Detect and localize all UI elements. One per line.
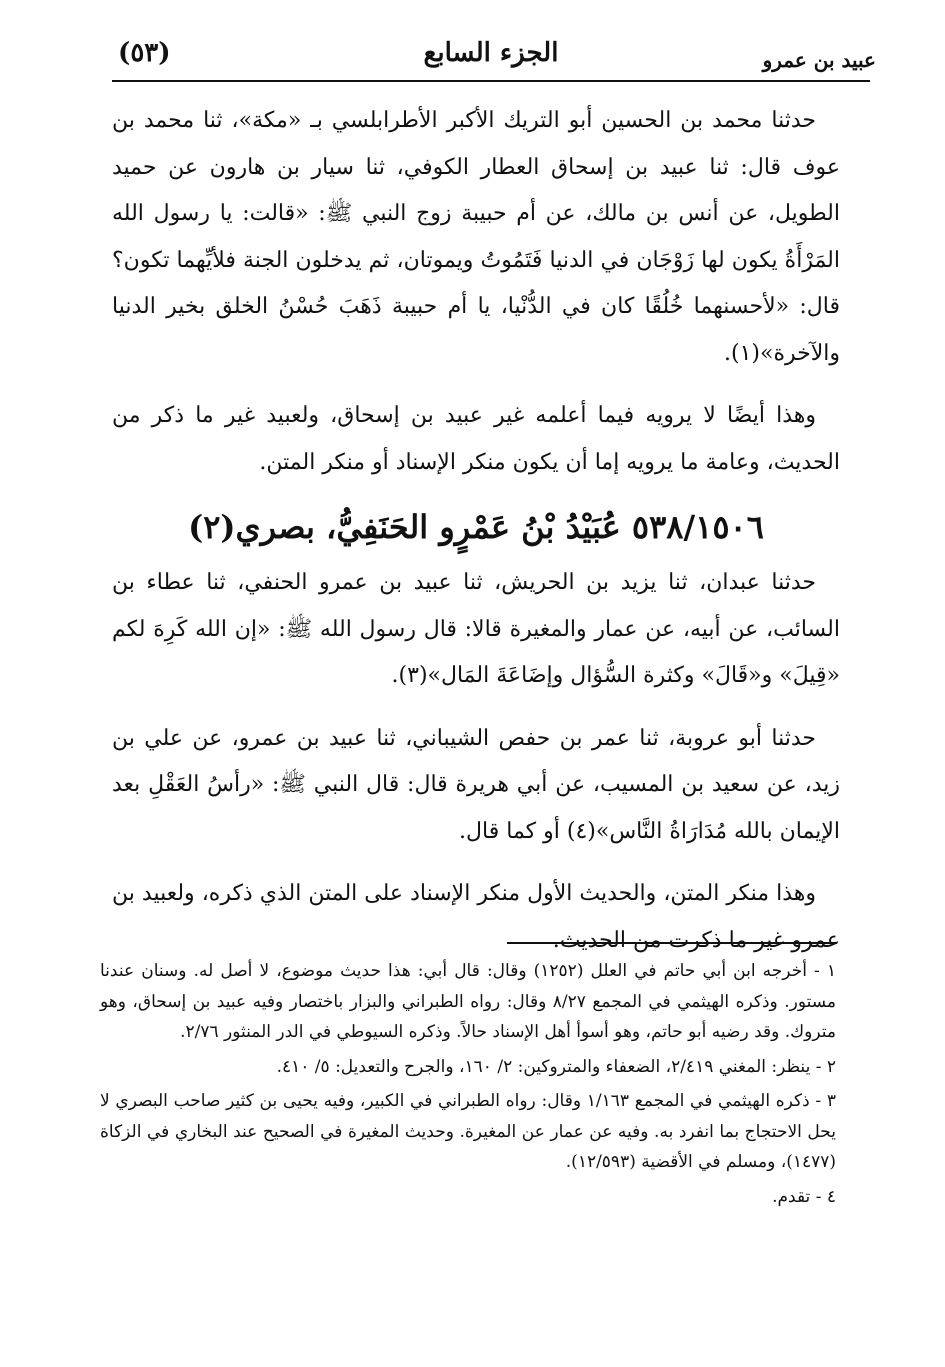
footnote-1: ١ - أخرجه ابن أبي حاتم في العلل (١٢٥٢) وقال: قال أبي: هذا حديث موضوع، لا أصل له. وسنان عندنا مستور. وذكره الهيثمي في المجمع ٨/٢٧ وقال: رواه الطبراني والبزار باختصار وفيه عبيد بن إسحاق، وهو متروك. وقد رضيه أبو حاتم، وهو أسوأ أهل الإسناد حالاً. وذكره السيوطي في الدر المنثور ٢/٧٦.: [100, 961, 836, 1042]
paragraph-3: حدثنا عبدان، ثنا يزيد بن الحريش، ثنا عبيد بن عمرو الحنفي، ثنا عطاء بن السائب، عن أبيه، عن عمار والمغيرة قالا: قال رسول الله ﷺ: «إن الله كَرِهَ لكم «قِيلَ» و«قَالَ» وكثرة السُّؤال وإضَاعَةَ المَال»(٣).: [112, 570, 840, 688]
footnote-3: ٣ - ذكره الهيثمي في المجمع ١/١٦٣ وقال: رواه الطبراني في الكبير، وفيه يحيى بن كثير صاحب البصري لا يحل الاحتجاج بما انفرد به. وفيه عن عمار عن المغيرة. وحديث المغيرة في الصحيح عند البخاري في الزكاة (١٤٧٧)، ومسلم في الأقضية (١٢/٥٩٣).: [100, 1091, 836, 1172]
footnote-separator: [507, 942, 837, 944]
running-head-title: الجزء السابع: [423, 38, 559, 68]
paragraph-1: حدثنا محمد بن الحسين أبو التريك الأكبر الأطرابلسي بـ «مكة»، ثنا محمد بن عوف قال: ثنا عبيد بن إسحاق العطار الكوفي، ثنا سيار بن هارون عن حميد الطويل، عن أنس بن مالك، عن أم حبيبة زوج النبي ﷺ: «قالت: يا رسول الله المَرْأَةُ يكون لها زَوْجَان في الدنيا فَتَمُوتُ ويموتان، ثم يدخلون الجنة فلأيِّهما تكون؟ قال: «لأحسنهما خُلُقًا كان في الدُّنْيا، يا أم حبيبة ذَهَبَ حُسْنُ الخلق بخير الدنيا والآخرة»(١).: [112, 108, 840, 366]
paragraph-5: وهذا منكر المتن، والحديث الأول منكر الإسناد على المتن الذي ذكره، ولعبيد بن عمرو غير ما ذكرت من الحديث.: [112, 881, 840, 953]
main-text: [112, 98, 840, 980]
footnote-2: ٢ - ينظر: المغني ٢/٤١٩، الضعفاء والمتروكين: ٢/ ١٦٠، والجرح والتعديل: ٥/ ٤١٠.: [276, 1056, 836, 1077]
paragraph-2: وهذا أيضًا لا يرويه فيما أعلمه غير عبيد بن إسحاق، ولعبيد غير ما ذكر من الحديث، وعامة ما يرويه إما أن يكون منكر الإسناد أو منكر المتن.: [112, 403, 840, 475]
page-header: [112, 30, 876, 82]
page-number: (٥٣): [118, 38, 171, 68]
paragraph-4: حدثنا أبو عروبة، ثنا عمر بن حفص الشيباني، ثنا عبيد بن عمرو، عن علي بن زيد، عن سعيد بن المسيب، عن أبي هريرة قال: قال النبي ﷺ: «رأسُ العَقْلِ بعد الإيمان بالله مُدَارَاةُ النَّاس»(٤) أو كما قال.: [112, 725, 840, 844]
entry-heading: ٥٣٨/١٥٠٦ عُبَيْدُ بْنُ عَمْرٍو الحَنَفِيُّ، بصري(٢): [188, 508, 764, 546]
footnote-4: ٤ - تقدم.: [772, 1186, 836, 1207]
footnotes: [100, 956, 836, 1216]
running-head-author: عبيد بن عمرو: [762, 48, 876, 72]
